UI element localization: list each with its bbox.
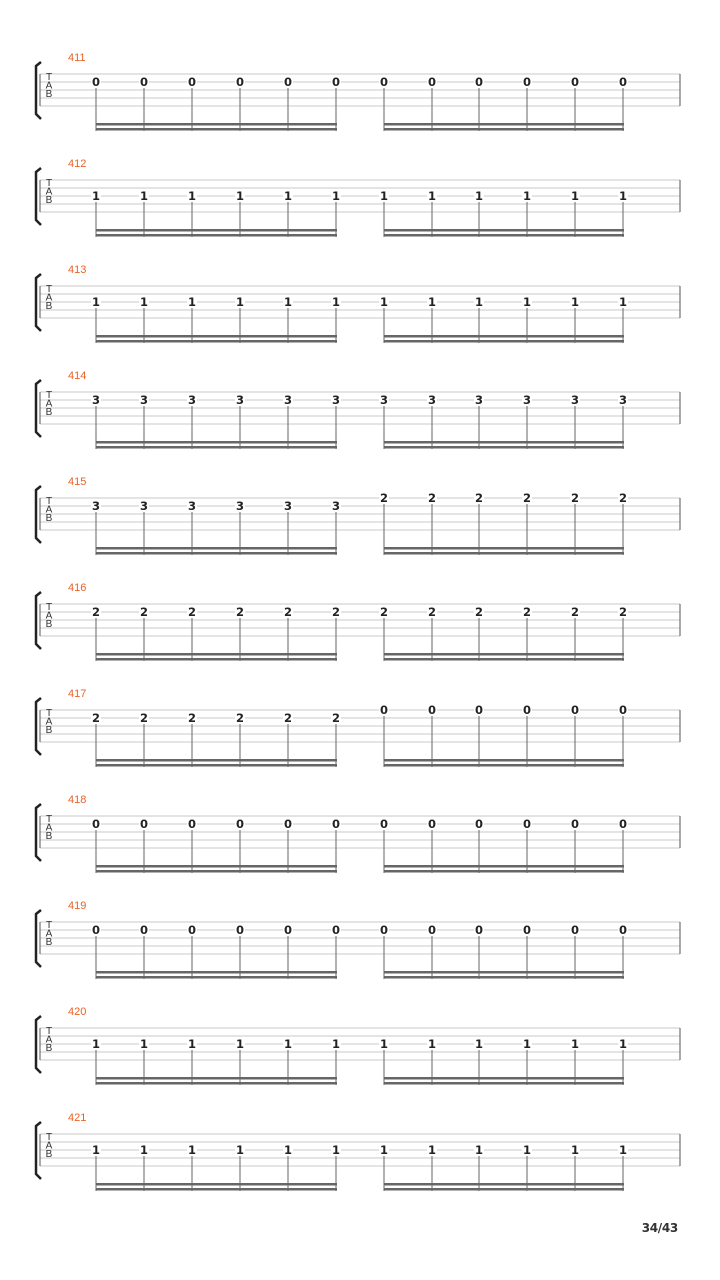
tab-clef-letter: T: [45, 708, 53, 719]
fret-number: 0: [187, 75, 197, 89]
fret-number: 1: [235, 295, 245, 309]
fret-number: 2: [474, 605, 484, 619]
beam: [384, 759, 624, 762]
fret-number: 1: [283, 189, 293, 203]
beam: [96, 441, 337, 444]
tab-system: [36, 794, 680, 873]
measure-number: 415: [68, 476, 87, 488]
fret-number: 1: [379, 295, 389, 309]
beam: [96, 1183, 337, 1186]
fret-number: 2: [91, 605, 101, 619]
beam: [384, 653, 624, 656]
fret-number: 3: [331, 499, 341, 513]
tab-clef-letter: B: [45, 301, 53, 312]
fret-number: 0: [91, 923, 101, 937]
fret-number: 3: [570, 393, 580, 407]
tab-clef-letter: A: [45, 1140, 53, 1152]
measure-number: 411: [68, 52, 86, 64]
tab-system: [36, 1112, 680, 1191]
tab-clef-letter: A: [45, 1034, 53, 1046]
fret-number: 3: [187, 499, 197, 513]
fret-number: 2: [187, 605, 197, 619]
fret-number: 0: [522, 75, 532, 89]
tab-clef-letter: A: [45, 610, 53, 622]
beam: [384, 976, 624, 979]
page-number: 34/43: [641, 1221, 678, 1235]
fret-number: 0: [91, 817, 101, 831]
beam: [384, 1188, 624, 1191]
fret-number: 3: [91, 393, 101, 407]
fret-number: 0: [91, 75, 101, 89]
fret-number: 2: [522, 605, 532, 619]
measure-number: 418: [68, 794, 87, 806]
tab-system: [36, 900, 680, 979]
fret-number: 2: [235, 711, 245, 725]
fret-number: 2: [283, 605, 293, 619]
fret-number: 2: [235, 605, 245, 619]
tab-clef-letter: A: [45, 186, 53, 198]
fret-number: 3: [618, 393, 628, 407]
beam: [96, 335, 337, 338]
beam: [96, 446, 337, 449]
fret-number: 2: [379, 605, 389, 619]
fret-number: 0: [331, 923, 341, 937]
fret-number: 0: [283, 817, 293, 831]
tab-clef-letter: T: [45, 178, 53, 189]
fret-number: 1: [91, 295, 101, 309]
fret-number: 3: [283, 393, 293, 407]
measure-number: 416: [68, 582, 87, 594]
beam: [96, 229, 337, 232]
fret-number: 1: [139, 189, 149, 203]
tab-clef-letter: B: [45, 195, 53, 206]
fret-number: 1: [379, 189, 389, 203]
fret-number: 1: [187, 1143, 197, 1157]
beam: [384, 870, 624, 873]
fret-number: 1: [570, 1143, 580, 1157]
beam: [384, 123, 624, 126]
tab-clef-letter: T: [45, 496, 53, 507]
beam: [384, 658, 624, 661]
beam: [96, 123, 337, 126]
fret-number: 1: [331, 1037, 341, 1051]
beam: [384, 552, 624, 555]
fret-number: 0: [139, 817, 149, 831]
fret-number: 1: [283, 1037, 293, 1051]
fret-number: 1: [91, 189, 101, 203]
fret-number: 0: [522, 923, 532, 937]
beam: [384, 971, 624, 974]
fret-number: 1: [427, 189, 437, 203]
fret-number: 1: [618, 189, 628, 203]
fret-number: 2: [522, 491, 532, 505]
fret-number: 0: [618, 75, 628, 89]
measure-number: 420: [68, 1006, 87, 1018]
tab-clef-letter: B: [45, 725, 53, 736]
tab-clef-letter: T: [45, 1132, 53, 1143]
fret-number: 3: [331, 393, 341, 407]
tab-clef-letter: B: [45, 1149, 53, 1160]
fret-number: 0: [379, 817, 389, 831]
beam: [384, 234, 624, 237]
fret-number: 0: [139, 923, 149, 937]
fret-number: 0: [570, 817, 580, 831]
fret-number: 0: [235, 817, 245, 831]
fret-number: 1: [235, 1037, 245, 1051]
fret-number: 1: [522, 295, 532, 309]
fret-number: 1: [570, 295, 580, 309]
fret-number: 1: [235, 1143, 245, 1157]
fret-number: 3: [91, 499, 101, 513]
beam: [384, 1077, 624, 1080]
tab-clef-letter: B: [45, 513, 53, 524]
fret-number: 3: [139, 393, 149, 407]
beam: [384, 865, 624, 868]
fret-number: 1: [235, 189, 245, 203]
beam: [96, 759, 337, 762]
tab-clef-letter: A: [45, 716, 53, 728]
tab-clef-letter: T: [45, 284, 53, 295]
fret-number: 0: [474, 923, 484, 937]
fret-number: 0: [379, 703, 389, 717]
tab-system: [36, 158, 680, 237]
fret-number: 1: [139, 1143, 149, 1157]
tab-system: [36, 476, 680, 555]
tab-system: [36, 370, 680, 449]
fret-number: 0: [474, 703, 484, 717]
fret-number: 1: [570, 1037, 580, 1051]
fret-number: 1: [522, 1143, 532, 1157]
fret-number: 1: [522, 189, 532, 203]
fret-number: 0: [235, 923, 245, 937]
tab-clef-letter: B: [45, 831, 53, 842]
fret-number: 1: [91, 1037, 101, 1051]
beam: [96, 340, 337, 343]
measure-number: 419: [68, 900, 87, 912]
fret-number: 2: [187, 711, 197, 725]
fret-number: 0: [570, 703, 580, 717]
fret-number: 2: [283, 711, 293, 725]
beam: [384, 1082, 624, 1085]
tab-clef-letter: B: [45, 619, 53, 630]
beam: [96, 1188, 337, 1191]
beam: [384, 547, 624, 550]
fret-number: 1: [427, 295, 437, 309]
fret-number: 1: [474, 1143, 484, 1157]
measure-number: 412: [68, 158, 87, 170]
fret-number: 0: [331, 817, 341, 831]
tab-system: [36, 264, 680, 343]
beam: [384, 1183, 624, 1186]
fret-number: 2: [618, 605, 628, 619]
fret-number: 0: [427, 923, 437, 937]
fret-number: 1: [331, 1143, 341, 1157]
fret-number: 0: [427, 817, 437, 831]
fret-number: 1: [331, 189, 341, 203]
beam: [96, 1077, 337, 1080]
beam: [96, 870, 337, 873]
measure-number: 413: [68, 264, 87, 276]
fret-number: 0: [474, 75, 484, 89]
measure-number: 417: [68, 688, 87, 700]
fret-number: 0: [570, 75, 580, 89]
fret-number: 0: [570, 923, 580, 937]
tab-clef-letter: T: [45, 920, 53, 931]
tab-clef-letter: B: [45, 1043, 53, 1054]
fret-number: 1: [427, 1143, 437, 1157]
fret-number: 1: [570, 189, 580, 203]
fret-number: 2: [474, 491, 484, 505]
beam: [96, 128, 337, 131]
fret-number: 1: [91, 1143, 101, 1157]
fret-number: 2: [570, 491, 580, 505]
fret-number: 1: [474, 1037, 484, 1051]
fret-number: 2: [427, 491, 437, 505]
tab-clef-letter: A: [45, 80, 53, 92]
fret-number: 3: [235, 393, 245, 407]
fret-number: 2: [618, 491, 628, 505]
fret-number: 1: [283, 295, 293, 309]
beam: [384, 340, 624, 343]
fret-number: 1: [474, 295, 484, 309]
fret-number: 1: [427, 1037, 437, 1051]
tab-clef-letter: A: [45, 928, 53, 940]
fret-number: 3: [522, 393, 532, 407]
fret-number: 1: [187, 295, 197, 309]
beam: [96, 234, 337, 237]
tab-system: [36, 52, 680, 131]
beam: [96, 658, 337, 661]
fret-number: 1: [283, 1143, 293, 1157]
fret-number: 1: [331, 295, 341, 309]
tab-system: [36, 582, 680, 661]
fret-number: 1: [618, 1037, 628, 1051]
tab-system: [36, 688, 680, 767]
fret-number: 0: [235, 75, 245, 89]
fret-number: 2: [427, 605, 437, 619]
tab-clef-letter: A: [45, 398, 53, 410]
beam: [96, 865, 337, 868]
fret-number: 2: [331, 605, 341, 619]
tab-clef-letter: B: [45, 89, 53, 100]
fret-number: 1: [474, 189, 484, 203]
fret-number: 2: [331, 711, 341, 725]
tab-clef-letter: B: [45, 937, 53, 948]
fret-number: 1: [618, 295, 628, 309]
beam: [96, 971, 337, 974]
fret-number: 3: [235, 499, 245, 513]
fret-number: 0: [427, 75, 437, 89]
tab-clef-letter: T: [45, 814, 53, 825]
tab-clef-letter: T: [45, 1026, 53, 1037]
fret-number: 0: [283, 923, 293, 937]
beam: [384, 446, 624, 449]
fret-number: 1: [618, 1143, 628, 1157]
fret-number: 3: [474, 393, 484, 407]
fret-number: 0: [331, 75, 341, 89]
beam: [96, 1082, 337, 1085]
fret-number: 3: [139, 499, 149, 513]
tab-clef-letter: A: [45, 292, 53, 304]
fret-number: 3: [379, 393, 389, 407]
fret-number: 3: [427, 393, 437, 407]
fret-number: 0: [379, 923, 389, 937]
beam: [96, 552, 337, 555]
fret-number: 0: [618, 923, 628, 937]
measure-number: 414: [68, 370, 87, 382]
beam: [384, 128, 624, 131]
fret-number: 0: [522, 703, 532, 717]
fret-number: 0: [618, 703, 628, 717]
beam: [384, 335, 624, 338]
beam: [384, 441, 624, 444]
tab-clef-letter: T: [45, 602, 53, 613]
beam: [96, 976, 337, 979]
beam: [96, 764, 337, 767]
fret-number: 3: [187, 393, 197, 407]
fret-number: 1: [139, 1037, 149, 1051]
fret-number: 1: [187, 189, 197, 203]
tab-clef-letter: A: [45, 504, 53, 516]
fret-number: 3: [283, 499, 293, 513]
fret-number: 1: [379, 1143, 389, 1157]
fret-number: 1: [139, 295, 149, 309]
tab-clef-letter: T: [45, 72, 53, 83]
fret-number: 2: [139, 711, 149, 725]
fret-number: 0: [427, 703, 437, 717]
tab-clef-letter: A: [45, 822, 53, 834]
fret-number: 0: [283, 75, 293, 89]
tab-system: [36, 1006, 680, 1085]
fret-number: 1: [187, 1037, 197, 1051]
tab-clef-letter: B: [45, 407, 53, 418]
fret-number: 1: [379, 1037, 389, 1051]
fret-number: 0: [187, 923, 197, 937]
fret-number: 0: [187, 817, 197, 831]
fret-number: 0: [618, 817, 628, 831]
fret-number: 0: [474, 817, 484, 831]
fret-number: 1: [522, 1037, 532, 1051]
measure-number: 421: [68, 1112, 87, 1124]
fret-number: 2: [91, 711, 101, 725]
beam: [96, 547, 337, 550]
fret-number: 2: [570, 605, 580, 619]
fret-number: 0: [522, 817, 532, 831]
tab-clef-letter: T: [45, 390, 53, 401]
beam: [96, 653, 337, 656]
fret-number: 2: [139, 605, 149, 619]
beam: [384, 764, 624, 767]
beam: [384, 229, 624, 232]
fret-number: 2: [379, 491, 389, 505]
fret-number: 0: [379, 75, 389, 89]
fret-number: 0: [139, 75, 149, 89]
